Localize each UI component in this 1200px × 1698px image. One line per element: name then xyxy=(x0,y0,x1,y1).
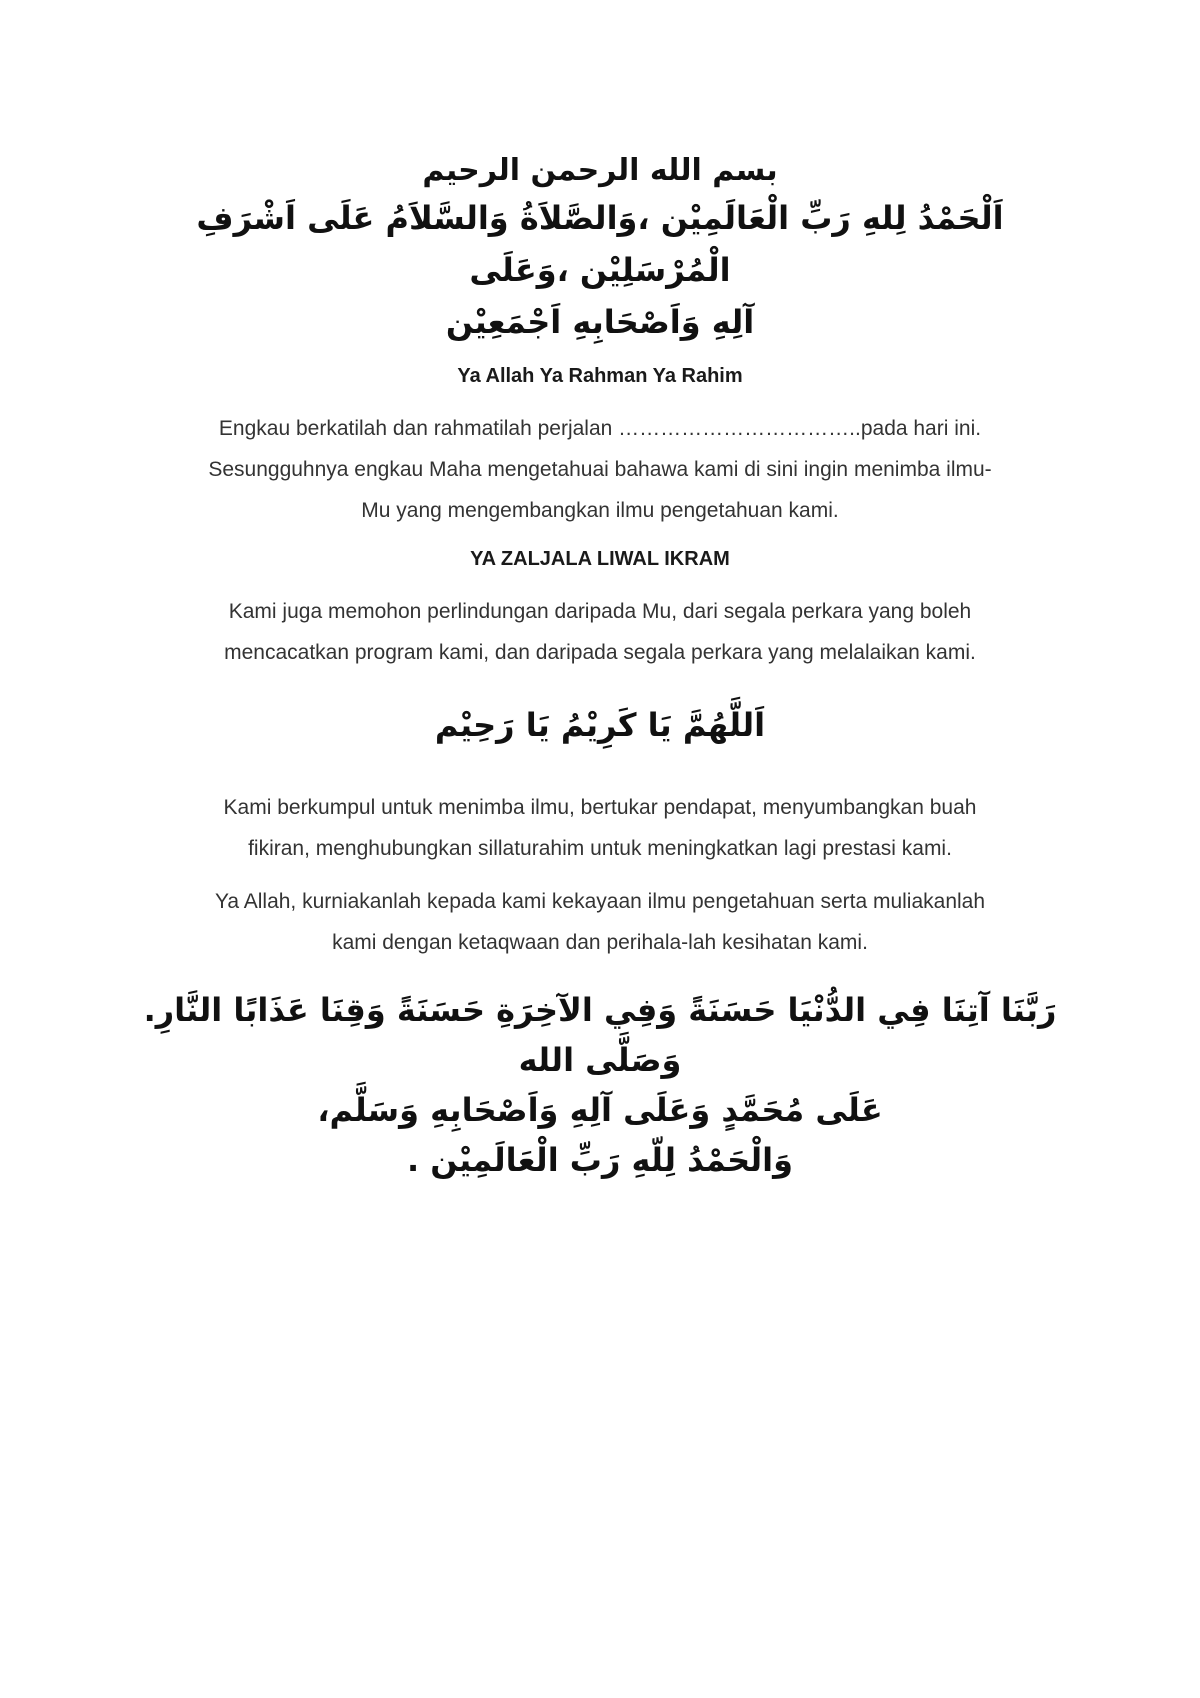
doa-line: اَللَّهُمَّ يَا كَرِيْمُ يَا رَحِيْم xyxy=(434,706,766,744)
paragraph-line: Mu yang mengembangkan ilmu pengetahuan kami. xyxy=(361,499,839,522)
heading-zaljala: YA ZALJALA LIWAL IKRAM xyxy=(470,548,730,570)
heading-ya-allah: Ya Allah Ya Rahman Ya Rahim xyxy=(457,365,743,387)
paragraph-line: Kami juga memohon perlindungan daripada Mu, dari segala perkara yang boleh xyxy=(228,600,972,623)
closing-prayer-line: عَلَى مُحَمَّدٍ وَعَلَى آلِهِ وَاَصْحَابِهِ وَسَلَّم، xyxy=(317,1091,883,1129)
paragraph-knowledge xyxy=(140,881,1060,963)
paragraph-line: Sesungguhnya engkau Maha mengetahuai bahawa kami di sini ingin menimba ilmu- xyxy=(208,458,992,481)
paragraph-gathering xyxy=(140,787,1060,869)
paragraph-line: fikiran, menghubungkan sillaturahim untuk meningkatkan lagi prestasi kami. xyxy=(248,837,952,860)
document-page xyxy=(140,140,1060,1185)
paragraph-line: Ya Allah, kurniakanlah kepada kami kekayaan ilmu pengetahuan serta muliakanlah xyxy=(214,890,986,913)
closing-prayer-line: رَبَّنَا آتِنَا فِي الدُّنْيَا حَسَنَةً وَفِي الآخِرَةِ حَسَنَةً وَقِنَا عَذَابًا النَّارِ. وَصَلَّى الله xyxy=(143,991,1057,1079)
closing-prayer-line: وَالْحَمْدُ لِلّهِ رَبِّ الْعَالَمِيْن . xyxy=(406,1141,794,1179)
paragraph-line: kami dengan ketaqwaan dan perihala-lah kesihatan kami. xyxy=(332,931,868,954)
paragraph-protection xyxy=(140,591,1060,673)
opening-prayer-line: آلِهِ وَاَصْحَابِهِ اَجْمَعِيْن xyxy=(445,303,755,341)
opening-prayer xyxy=(140,192,1060,348)
basmalah: بسم الله الرحمن الرحيم xyxy=(422,153,778,188)
paragraph-line: Engkau berkatilah dan rahmatilah perjalan ……………………………..pada hari ini. xyxy=(218,417,982,440)
paragraph-line: Kami berkumpul untuk menimba ilmu, bertukar pendapat, menyumbangkan buah xyxy=(223,796,977,819)
paragraph-blessing xyxy=(140,408,1060,531)
closing-prayer xyxy=(140,985,1060,1185)
paragraph-line: mencacatkan program kami, dan daripada segala perkara yang melalaikan kami. xyxy=(224,641,976,664)
opening-prayer-line: اَلْحَمْدُ لِلهِ رَبِّ الْعَالَمِيْن ،وَالصَّلاَةُ وَالسَّلاَمُ عَلَى اَشْرَفِ الْمُرْسَلِيْن ،وَعَلَى xyxy=(196,199,1004,289)
